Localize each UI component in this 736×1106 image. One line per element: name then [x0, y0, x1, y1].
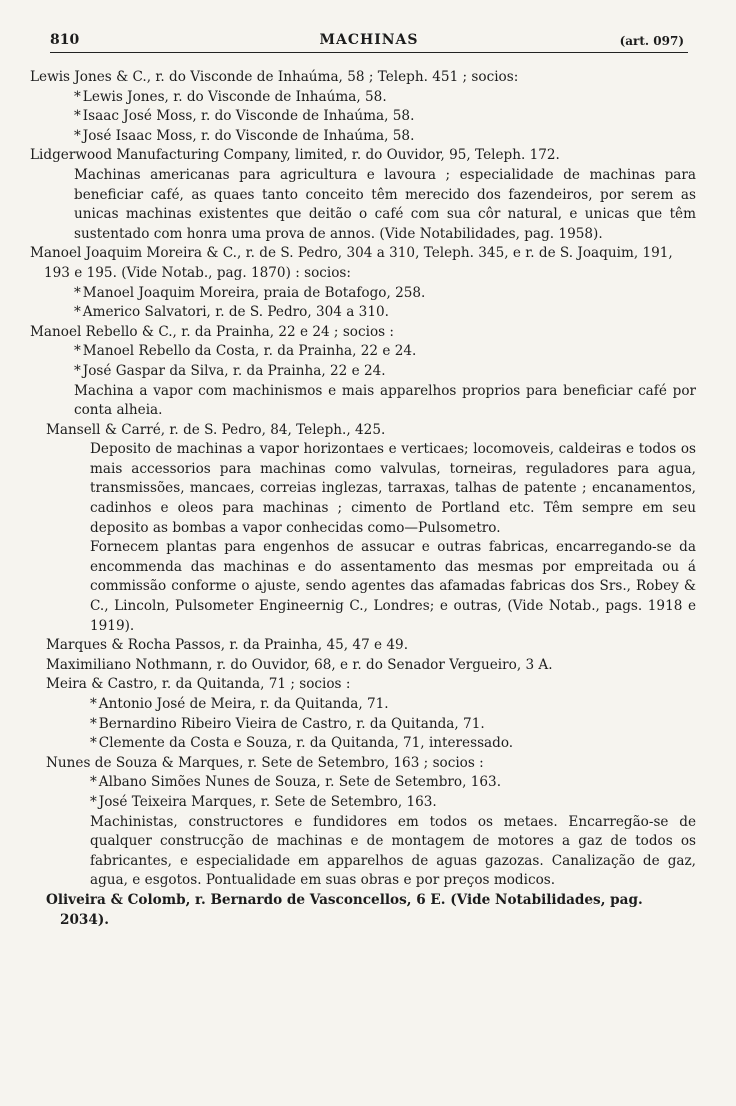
partner-item: * José Gaspar da Silva, r. da Prainha, 22 e 24. [30, 362, 696, 382]
page-smudge [2, 0, 42, 60]
partner-item: * Manoel Rebello da Costa, r. da Prainha, 22 e 24. [30, 342, 696, 362]
partner-item: * Clemente da Costa e Souza, r. da Quitanda, 71, interessado. [30, 734, 696, 754]
entry-manoel-rebello: Manoel Rebello & C., r. da Prainha, 22 e 24 ; socios : [30, 323, 395, 340]
partner-item: * José Teixeira Marques, r. Sete de Setembro, 163. [30, 793, 696, 813]
page-header [50, 30, 688, 53]
entry-mansell-carre: Mansell & Carré, r. de S. Pedro, 84, Teleph., 425. [46, 421, 386, 438]
entry-oliveira-colomb: Oliveira & Colomb, r. Bernardo de Vasconcellos, 6 E. (Vide Notabilidades, pag. 2034). [46, 891, 643, 928]
entry-description: Machina a vapor com machinismos e mais apparelhos proprios para beneficiar café por conta alheia. [74, 382, 696, 419]
entry-description: Deposito de machinas a vapor horizontaes e verticaes; locomoveis, caldeiras e todos os mais accessorios para machinas como valvulas, torneiras, reguladores para agua, transmissões, mancaes, correias inglezas, tarraxas, talhas de patente ; encanamentos, cadinhos e oleos para machinas ; cimento de Portland etc. Têm sempre em seu deposito as bombas a vapor conhecidas como—Pulsometro. [90, 441, 696, 536]
partner-item: * Isaac José Moss, r. do Visconde de Inhaúma, 58. [30, 107, 696, 127]
entry-meira-castro: Meira & Castro, r. da Quitanda, 71 ; socios : [46, 676, 351, 693]
entry-lewis-jones: Lewis Jones & C., r. do Visconde de Inhaúma, 58 ; Teleph. 451 ; socios: [30, 69, 519, 85]
entry-lidgerwood: Lidgerwood Manufacturing Company, limited, r. do Ouvidor, 95, Teleph. 172. [30, 147, 560, 164]
partner-item: * Americo Salvatori, r. de S. Pedro, 304 a 310. [30, 303, 696, 323]
partner-item: * Albano Simões Nunes de Souza, r. Sete de Setembro, 163. [30, 773, 696, 793]
entry-description-continued: Fornecem plantas para engenhos de assucar e outras fabricas, encarregando-se da encommenda das machinas e do assentamento das mesmas por empreitada ou á commissão conforme o ajuste, sendo agentes das afamadas fabricas dos Srs., Robey & C., Lincoln, Pulsometer Engineernig C., Londres; e outras, (Vide Notab., pags. 1918 e 1919). [90, 539, 696, 634]
entry-manoel-joaquim-moreira: Manoel Joaquim Moreira & C., r. de S. Pedro, 304 a 310, Teleph. 345, e r. de S. Joaquim, 191, 193 e 195. (Vide Notab., pag. 1870) : socios: [30, 245, 673, 281]
partner-item: * José Isaac Moss, r. do Visconde de Inhaúma, 58. [30, 127, 696, 147]
article-reference: (art. 097) [619, 34, 684, 48]
entry-maximiliano-nothmann: Maximiliano Nothmann, r. do Ouvidor, 68, e r. do Senador Vergueiro, 3 A. [46, 656, 553, 673]
partner-item: * Bernardino Ribeiro Vieira de Castro, r. da Quitanda, 71. [30, 715, 696, 735]
entry-marques-rocha-passos: Marques & Rocha Passos, r. da Prainha, 45, 47 e 49. [46, 637, 409, 654]
partner-item: * Manoel Joaquim Moreira, praia de Botafogo, 258. [30, 284, 696, 304]
page-title: MACHINAS [319, 32, 419, 48]
directory-body [30, 68, 696, 930]
entry-description: Machinas americanas para agricultura e lavoura ; especialidade de machinas para beneficiar café, as quaes tanto conceito têm merecido dos fazendeiros, por serem as unicas machinas existentes que deitão o café com sua côr natural, e unicas que têm sustentado com honra uma prova de annos. (Vide Notabilidades, pag. 1958). [74, 166, 696, 242]
entry-nunes-de-souza-marques: Nunes de Souza & Marques, r. Sete de Setembro, 163 ; socios : [46, 754, 484, 771]
page-number: 810 [50, 32, 80, 48]
partner-item: * Antonio José de Meira, r. da Quitanda, 71. [30, 695, 696, 715]
entry-description: Machinistas, constructores e fundidores em todos os metaes. Encarregão-se de qualquer construcção de machinas e de montagem de motores a gaz de todos os fabricantes, e especialidade em apparelhos de aguas gazozas. Canalização de gaz, agua, e esgotos. Pontualidade em suas obras e por preços modicos. [90, 813, 696, 889]
partner-item: * Lewis Jones, r. do Visconde de Inhaúma, 58. [30, 88, 696, 108]
